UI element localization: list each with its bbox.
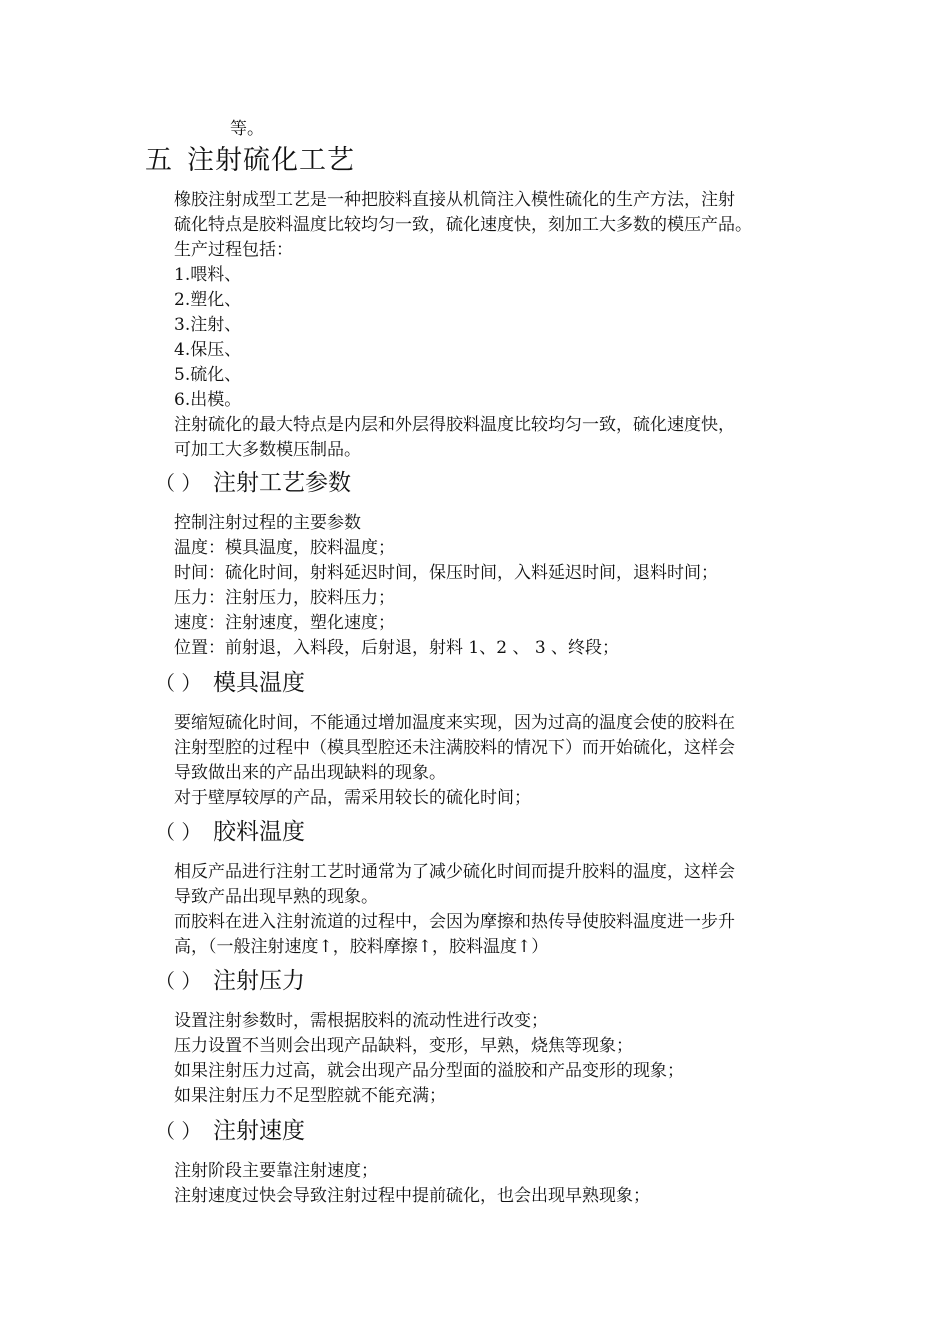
paragraph-line: 温度：模具温度，胶料温度； xyxy=(174,538,395,558)
list-item: 3.注射、 xyxy=(174,315,242,335)
paragraph-line: 注射速度过快会导致注射过程中提前硫化，也会出现早熟现象； xyxy=(174,1186,650,1206)
paragraph-line: 相反产品进行注射工艺时通常为了减少硫化时间而提升胶料的温度，这样会 xyxy=(174,862,735,882)
paragraph-line: 压力：注射压力，胶料压力； xyxy=(174,588,395,608)
section-body xyxy=(174,188,814,463)
paragraph-line: 硫化特点是胶料温度比较均匀一致，硫化速度快，刻加工大多数的模压产品。 xyxy=(174,215,752,235)
list-item: 5.硫化、 xyxy=(174,365,242,385)
paragraph-line: 控制注射过程的主要参数 xyxy=(174,513,361,533)
subsection-title: 注射速度 xyxy=(213,1118,305,1144)
paragraph-line: 如果注射压力过高，就会出现产品分型面的溢胶和产品变形的现象； xyxy=(174,1061,684,1081)
subsection-body xyxy=(174,511,814,661)
subsection-number: （ ） xyxy=(155,1119,202,1143)
paragraph-line: 可加工大多数模压制品。 xyxy=(174,440,361,460)
subsection-body xyxy=(174,1159,814,1209)
subsection-title: 模具温度 xyxy=(213,670,305,696)
paragraph-line: 而胶料在进入注射流道的过程中，会因为摩擦和热传导使胶料温度进一步升 xyxy=(174,912,735,932)
section-title: 注射硫化工艺 xyxy=(187,145,355,176)
paragraph-line: 对于壁厚较厚的产品，需采用较长的硫化时间； xyxy=(174,788,531,808)
list-item: 2.塑化、 xyxy=(174,290,242,310)
paragraph-line: 生产过程包括： xyxy=(174,240,293,260)
subsection-heading xyxy=(155,962,305,995)
list-item: 4.保压、 xyxy=(174,340,242,360)
subsection-number: （ ） xyxy=(155,671,202,695)
section-number: 五 xyxy=(145,145,173,176)
subsection-body xyxy=(174,1009,814,1109)
list-item: 1.喂料、 xyxy=(174,265,242,285)
paragraph-line: 如果注射压力不足型腔就不能充满； xyxy=(174,1086,446,1106)
paragraph-line: 设置注射参数时，需根据胶料的流动性进行改变； xyxy=(174,1011,548,1031)
subsection-title: 胶料温度 xyxy=(213,819,305,845)
paragraph-line: 导致产品出现早熟的现象。 xyxy=(174,887,378,907)
subsection-title: 注射工艺参数 xyxy=(213,470,351,496)
continuation-text: 等。 xyxy=(230,119,264,139)
subsection-body xyxy=(174,860,814,960)
paragraph-line: 导致做出来的产品出现缺料的现象。 xyxy=(174,763,446,783)
subsection-heading xyxy=(155,1112,305,1145)
paragraph-line: 要缩短硫化时间，不能通过增加温度来实现，因为过高的温度会使的胶料在 xyxy=(174,713,735,733)
paragraph-line: 压力设置不当则会出现产品缺料，变形，早熟，烧焦等现象； xyxy=(174,1036,633,1056)
paragraph-line: 注射型腔的过程中（模具型腔还未注满胶料的情况下）而开始硫化，这样会 xyxy=(174,738,735,758)
paragraph-line: 速度：注射速度，塑化速度； xyxy=(174,613,395,633)
paragraph-line: 时间：硫化时间，射料延迟时间，保压时间，入料延迟时间，退料时间； xyxy=(174,563,718,583)
subsection-heading xyxy=(155,664,305,697)
paragraph-line: 高，（一般注射速度↑，胶料摩擦↑，胶料温度↑） xyxy=(174,937,549,957)
paragraph-line: 位置：前射退，入料段，后射退，射料 1、2 、 3 、终段； xyxy=(174,638,620,658)
subsection-heading xyxy=(155,813,305,846)
subsection-body xyxy=(174,711,814,811)
subsection-number: （ ） xyxy=(155,969,202,993)
subsection-number: （ ） xyxy=(155,471,202,495)
list-item: 6.出模。 xyxy=(174,390,242,410)
paragraph-line: 注射阶段主要靠注射速度； xyxy=(174,1161,378,1181)
subsection-heading xyxy=(155,464,351,497)
paragraph-line: 橡胶注射成型工艺是一种把胶料直接从机筒注入模性硫化的生产方法，注射 xyxy=(174,190,735,210)
subsection-title: 注射压力 xyxy=(213,968,305,994)
section-heading xyxy=(145,138,355,177)
subsection-number: （ ） xyxy=(155,820,202,844)
paragraph-line: 注射硫化的最大特点是内层和外层得胶料温度比较均匀一致，硫化速度快， xyxy=(174,415,735,435)
